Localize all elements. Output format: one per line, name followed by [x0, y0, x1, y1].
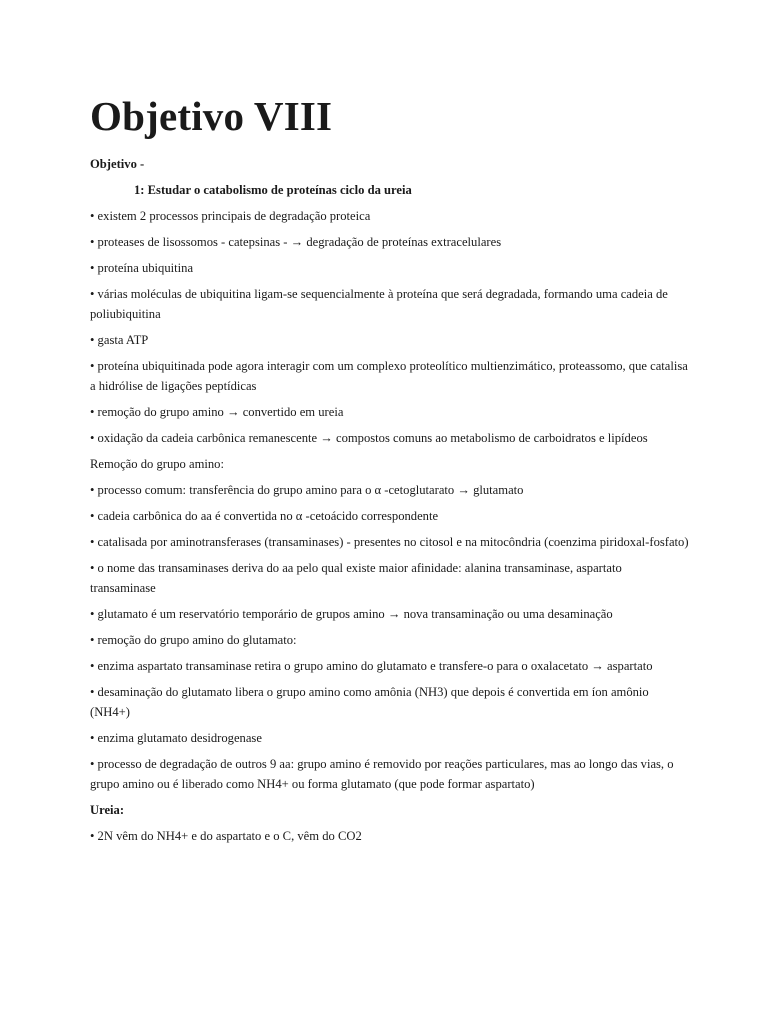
- bullet-paragraph: • glutamato é um reservatório temporário de grupos amino → nova transaminação ou uma desaminação: [90, 607, 613, 621]
- bullet-paragraph: • cadeia carbônica do aa é convertida no α -cetoácido correspondente: [90, 509, 439, 523]
- document-title: Objetivo VIII: [90, 93, 333, 139]
- bullet-paragraph: • enzima aspartato transaminase retira o grupo amino do glutamato e transfere-o para o oxalacetato → aspartato: [90, 659, 653, 673]
- bullet-paragraph: • várias moléculas de ubiquitina ligam-se sequencialmente à proteína que será degradada, formando uma cadeia de poliubiquitina: [90, 287, 668, 321]
- bullet-paragraph: • processo de degradação de outros 9 aa: grupo amino é removido por reações particulares, mas ao longo das vias, o grupo amino ou é liberado como NH4+ ou forma glutamato (que pode formar aspartato): [90, 757, 674, 791]
- bullet-paragraph: • remoção do grupo amino do glutamato:: [90, 633, 297, 647]
- bullet-paragraph: • processo comum: transferência do grupo amino para o α -cetoglutarato → glutamato: [90, 483, 524, 497]
- document-page: [90, 92, 690, 852]
- bullet-paragraph: • proteases de lisossomos - catepsinas - → degradação de proteínas extracelulares: [90, 235, 502, 249]
- bullet-paragraph: • o nome das transaminases deriva do aa pelo qual existe maior afinidade: alanina transaminase, aspartato transaminase: [90, 561, 622, 595]
- section-heading-ureia: Ureia:: [90, 803, 125, 817]
- bullet-paragraph: • enzima glutamato desidrogenase: [90, 731, 262, 745]
- bullet-paragraph: • oxidação da cadeia carbônica remanescente → compostos comuns ao metabolismo de carboidratos e lipídeos: [90, 431, 648, 445]
- bullet-paragraph: • proteína ubiquitinada pode agora interagir com um complexo proteolítico multienzimático, proteassomo, que catalisa a hidrólise de ligações peptídicas: [90, 359, 688, 393]
- bullet-paragraph: • existem 2 processos principais de degradação proteica: [90, 209, 371, 223]
- bullet-paragraph: • catalisada por aminotransferases (transaminases) - presentes no citosol e na mitocôndria (coenzima piridoxal-fosfato): [90, 535, 689, 549]
- objective-heading: Objetivo -: [90, 157, 145, 171]
- objective-item-1: 1: Estudar o catabolismo de proteínas ciclo da ureia: [134, 183, 412, 197]
- bullet-paragraph: • desaminação do glutamato libera o grupo amino como amônia (NH3) que depois é convertida em íon amônio (NH4+): [90, 685, 649, 719]
- bullet-paragraph: • 2N vêm do NH4+ e do aspartato e o C, vêm do CO2: [90, 829, 362, 843]
- bullet-paragraph: • remoção do grupo amino → convertido em ureia: [90, 405, 344, 419]
- section-heading-amino-removal: Remoção do grupo amino:: [90, 457, 224, 471]
- bullet-paragraph: • gasta ATP: [90, 333, 149, 347]
- bullet-paragraph: • proteína ubiquitina: [90, 261, 194, 275]
